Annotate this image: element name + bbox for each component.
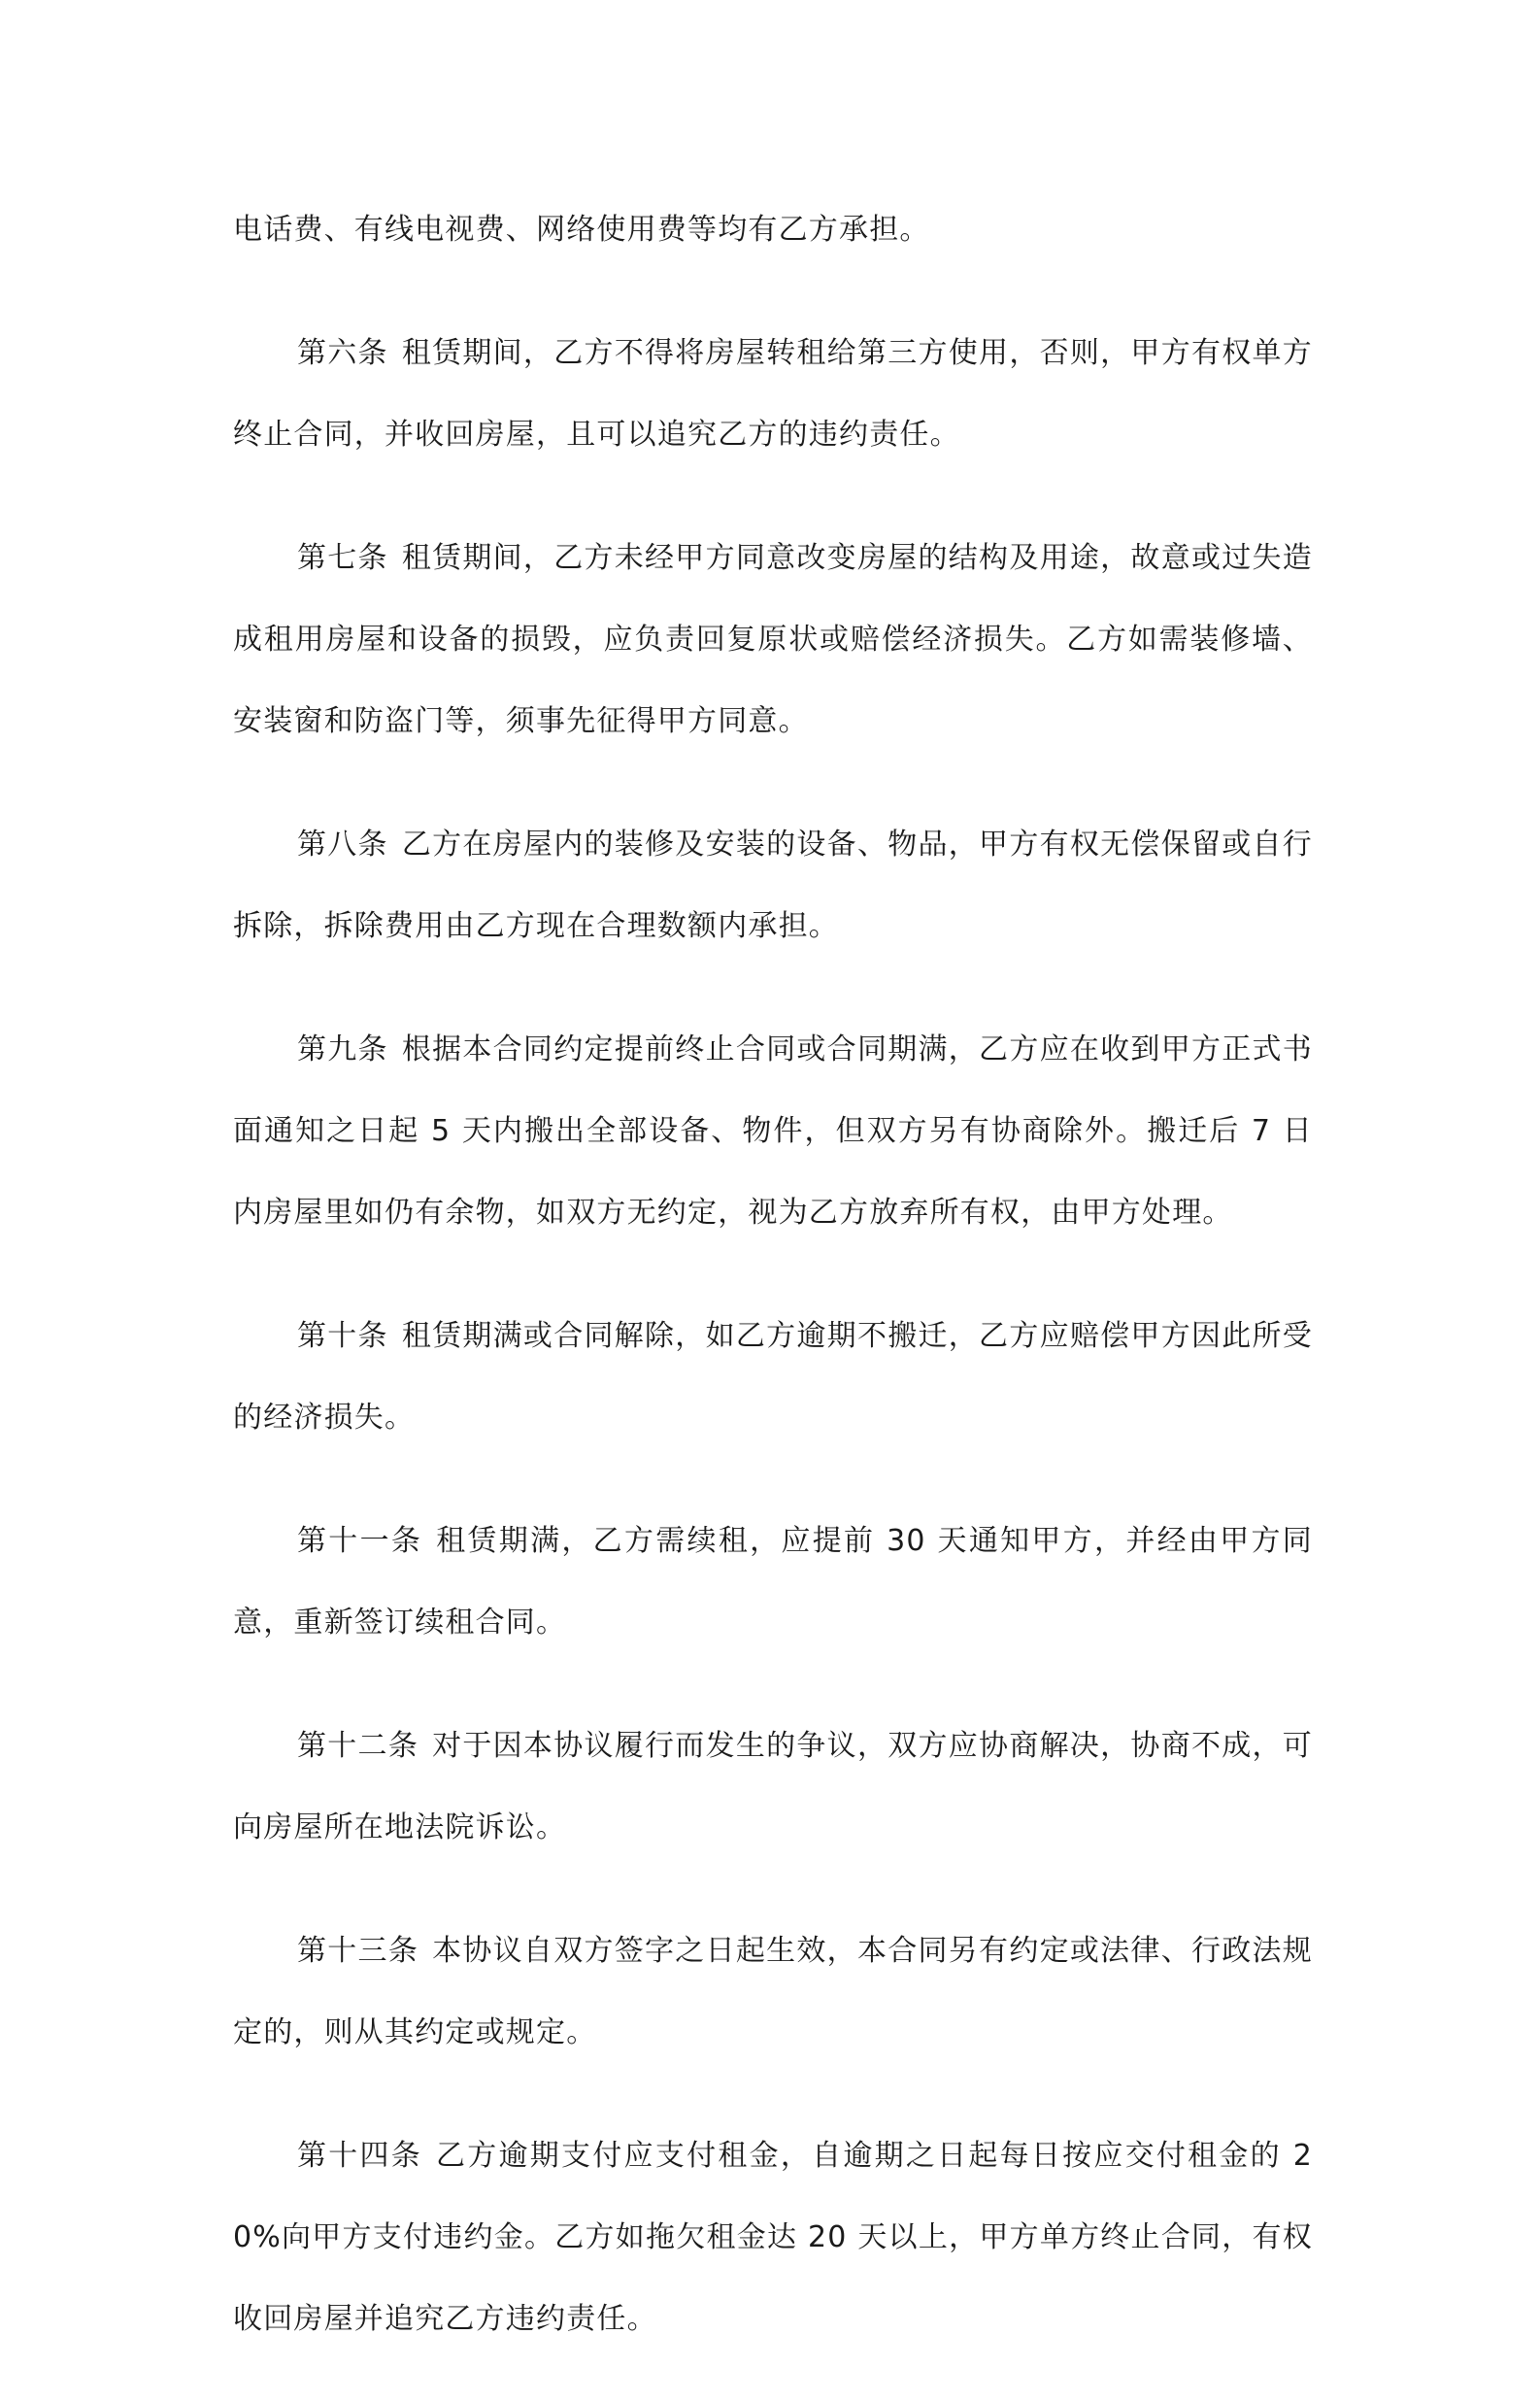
article-number: 第九条 [297, 1032, 388, 1066]
article-7 [233, 518, 1313, 762]
article-text: 租赁期满或合同解除，如乙方逾期不搬迁，乙方应赔偿甲方因此所受的经济损失。 [233, 1319, 1313, 1435]
article-12 [233, 1706, 1313, 1869]
article-text: 本协议自双方签字之日起生效，本合同另有约定或法律、行政法规定的，则从其约定或规定。 [233, 1934, 1313, 2049]
article-text: 租赁期间，乙方不得将房屋转租给第三方使用，否则，甲方有权单方终止合同，并收回房屋，且可以追究乙方的违约责任。 [233, 336, 1313, 452]
article-number: 第八条 [297, 828, 388, 862]
article-number: 第十一条 [297, 1524, 423, 1558]
article-number: 第六条 [297, 336, 388, 370]
paragraph-text: 电话费、有线电视费、网络使用费等均有乙方承担。 [233, 213, 930, 247]
document-body [233, 189, 1313, 2402]
article-text: 租赁期间，乙方未经甲方同意改变房屋的结构及用途，故意或过失造成租用房屋和设备的损毁，应负责回复原状或赔偿经济损失。乙方如需装修墙、安装窗和防盗门等，须事先征得甲方同意。 [233, 541, 1313, 738]
article-6 [233, 313, 1313, 476]
article-number: 第十三条 [297, 1934, 419, 1968]
paragraph-continuation [233, 189, 1313, 271]
article-text: 乙方逾期支付应支付租金，自逾期之日起每日按应交付租金的 20%向甲方支付违约金。乙方如拖欠租金达 20 天以上，甲方单方终止合同，有权收回房屋并追究乙方违约责任。 [233, 2139, 1313, 2336]
article-11 [233, 1501, 1313, 1664]
article-text: 对于因本协议履行而发生的争议，双方应协商解决，协商不成，可向房屋所在地法院诉讼。 [233, 1729, 1313, 1844]
article-text: 乙方在房屋内的装修及安装的设备、物品，甲方有权无偿保留或自行拆除，拆除费用由乙方现在合理数额内承担。 [233, 828, 1313, 943]
article-number: 第十二条 [297, 1729, 419, 1763]
article-number: 第十四条 [297, 2139, 423, 2173]
article-8 [233, 804, 1313, 967]
article-9 [233, 1009, 1313, 1254]
article-14 [233, 2115, 1313, 2360]
article-text: 根据本合同约定提前终止合同或合同期满，乙方应在收到甲方正式书面通知之日起 5 天内搬出全部设备、物件，但双方另有协商除外。搬迁后 7 日内房屋里如仍有余物，如双方无约定，视为乙方放弃所有权，由甲方处理。 [233, 1032, 1313, 1230]
article-13 [233, 1911, 1313, 2074]
article-10 [233, 1296, 1313, 1459]
article-number: 第十条 [297, 1319, 388, 1353]
article-number: 第七条 [297, 541, 388, 575]
article-text: 租赁期满，乙方需续租，应提前 30 天通知甲方，并经由甲方同意，重新签订续租合同。 [233, 1524, 1313, 1640]
